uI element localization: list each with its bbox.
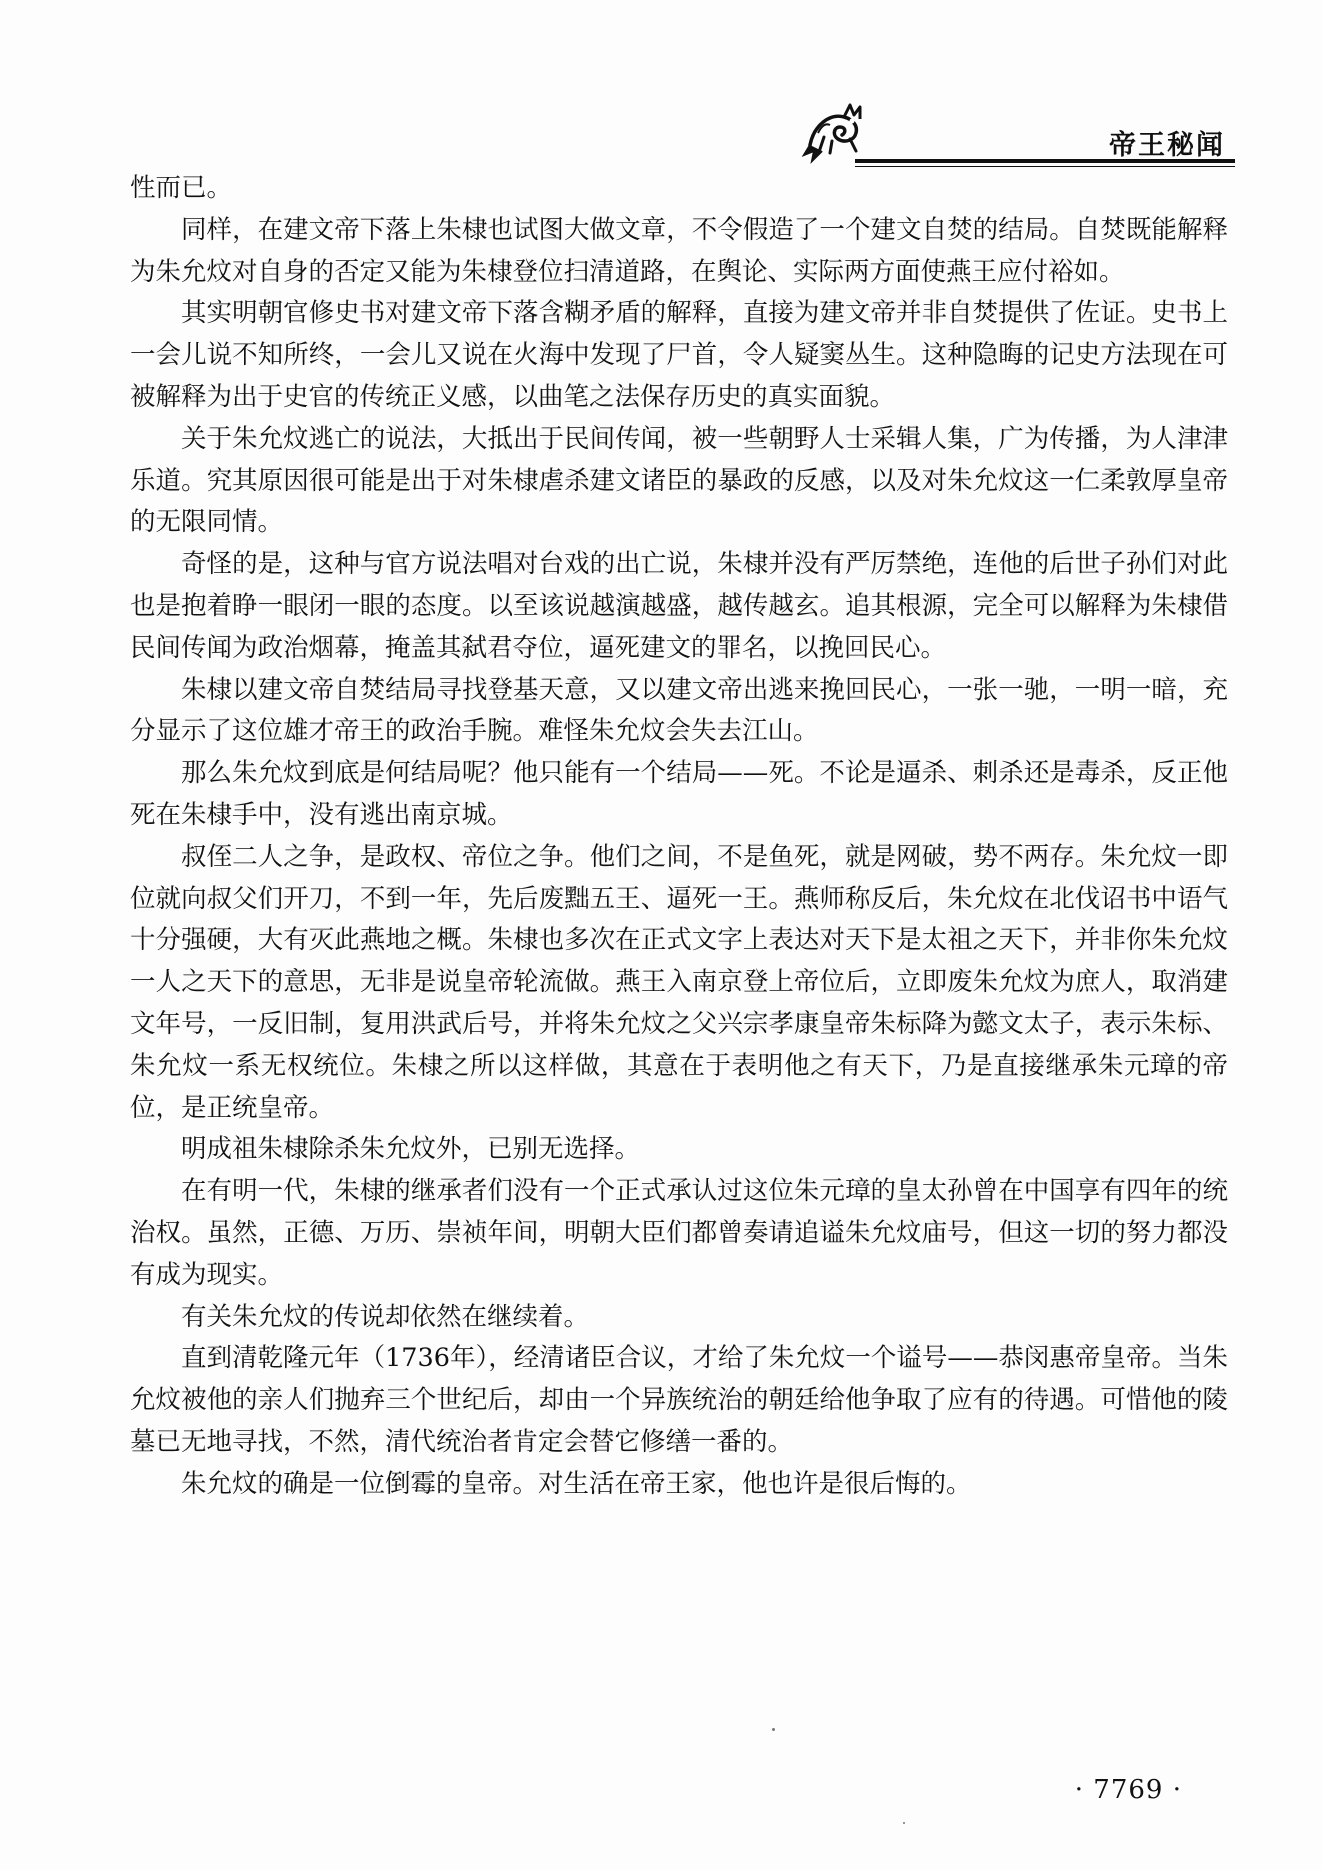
paragraph: 那么朱允炆到底是何结局呢？他只能有一个结局——死。不论是逼杀、刺杀还是毒杀，反正他死在朱棣手中，没有逃出南京城。 bbox=[130, 758, 1228, 830]
paragraph: 同样，在建文帝下落上朱棣也试图大做文章，不令假造了一个建文自焚的结局。自焚既能解释为朱允炆对自身的否定又能为朱棣登位扫清道路，在舆论、实际两方面使燕王应付裕如。 bbox=[130, 214, 1228, 287]
body-text bbox=[130, 168, 1228, 1506]
header-title: 帝王秘闻 bbox=[1109, 130, 1225, 161]
paragraph: 直到清乾隆元年（1736年），经清诸臣合议，才给了朱允炆一个谥号——恭闵惠帝皇帝。当朱允炆被他的亲人们抛弃三个世纪后，却由一个异族统治的朝廷给他争取了应有的待遇。可惜他的陵墓已无地寻找，不然，清代统治者肯定会替它修缮一番的。 bbox=[130, 1343, 1228, 1457]
paragraph: 有关朱允炆的传说却依然在继续着。 bbox=[181, 1301, 590, 1332]
paragraph: 明成祖朱棣除杀朱允炆外，已别无选择。 bbox=[181, 1134, 641, 1165]
paragraph: 其实明朝官修史书对建文帝下落含糊矛盾的解释，直接为建文帝并非自焚提供了佐证。史书上一会儿说不知所终，一会儿又说在火海中发现了尸首，令人疑窦丛生。这种隐晦的记史方法现在可被解释为出于史官的传统正义感，以曲笔之法保存历史的真实面貌。 bbox=[130, 298, 1228, 412]
paragraph: 朱棣以建文帝自焚结局寻找登基天意，又以建文帝出逃来挽回民心，一张一驰，一明一暗，充分显示了这位雄才帝王的政治手腕。难怪朱允炆会失去江山。 bbox=[130, 674, 1228, 747]
paragraph: 叔侄二人之争，是政权、帝位之争。他们之间，不是鱼死，就是网破，势不两存。朱允炆一即位就向叔父们开刀，不到一年，先后废黜五王、逼死一王。燕师称反后，朱允炆在北伐诏书中语气十分强硬，大有灭此燕地之概。朱棣也多次在正式文字上表达对天下是太祖之天下，并非你朱允炆一人之天下的意思，无非是说皇帝轮流做。燕王入南京登上帝位后，立即废朱允炆为庶人，取消建文年号，一反旧制，复用洪武后号，并将朱允炆之父兴宗孝康皇帝朱标降为懿文太子，表示朱标、朱允炆一系无权统位。朱棣之所以这样做，其意在于表明他之有天下，乃是直接继承朱元璋的帝位，是正统皇帝。 bbox=[130, 841, 1228, 1123]
paragraph: 性而已。 bbox=[130, 173, 233, 203]
paragraph: 朱允炆的确是一位倒霉的皇帝。对生活在帝王家，他也许是很后悔的。 bbox=[181, 1468, 972, 1499]
scan-speck bbox=[772, 1728, 775, 1731]
paragraph: 在有明一代，朱棣的继承者们没有一个正式承认过这位朱元璋的皇太孙曾在中国享有四年的统治权。虽然，正德、万历、崇祯年间，明朝大臣们都曾奏请追谥朱允炆庙号，但这一切的努力都没有成为现实。 bbox=[130, 1176, 1228, 1290]
paragraph: 奇怪的是，这种与官方说法唱对台戏的出亡说，朱棣并没有严厉禁绝，连他的后世子孙们对此也是抱着睁一眼闭一眼的态度。以至该说越演越盛，越传越玄。追其根源，完全可以解释为朱棣借民间传闻为政治烟幕，掩盖其弑君夺位，逼死建文的罪名，以挽回民心。 bbox=[130, 549, 1228, 663]
scan-speck bbox=[903, 1822, 905, 1824]
page-number: · 7769 · bbox=[1074, 1775, 1182, 1805]
paragraph: 关于朱允炆逃亡的说法，大抵出于民间传闻，被一些朝野人士采辑人集，广为传播，为人津津乐道。究其原因很可能是出于对朱棣虐杀建文诸臣的暴政的反感，以及对朱允炆这一仁柔敦厚皇帝的无限同情。 bbox=[130, 423, 1228, 538]
header-rule-thin bbox=[855, 166, 1235, 167]
